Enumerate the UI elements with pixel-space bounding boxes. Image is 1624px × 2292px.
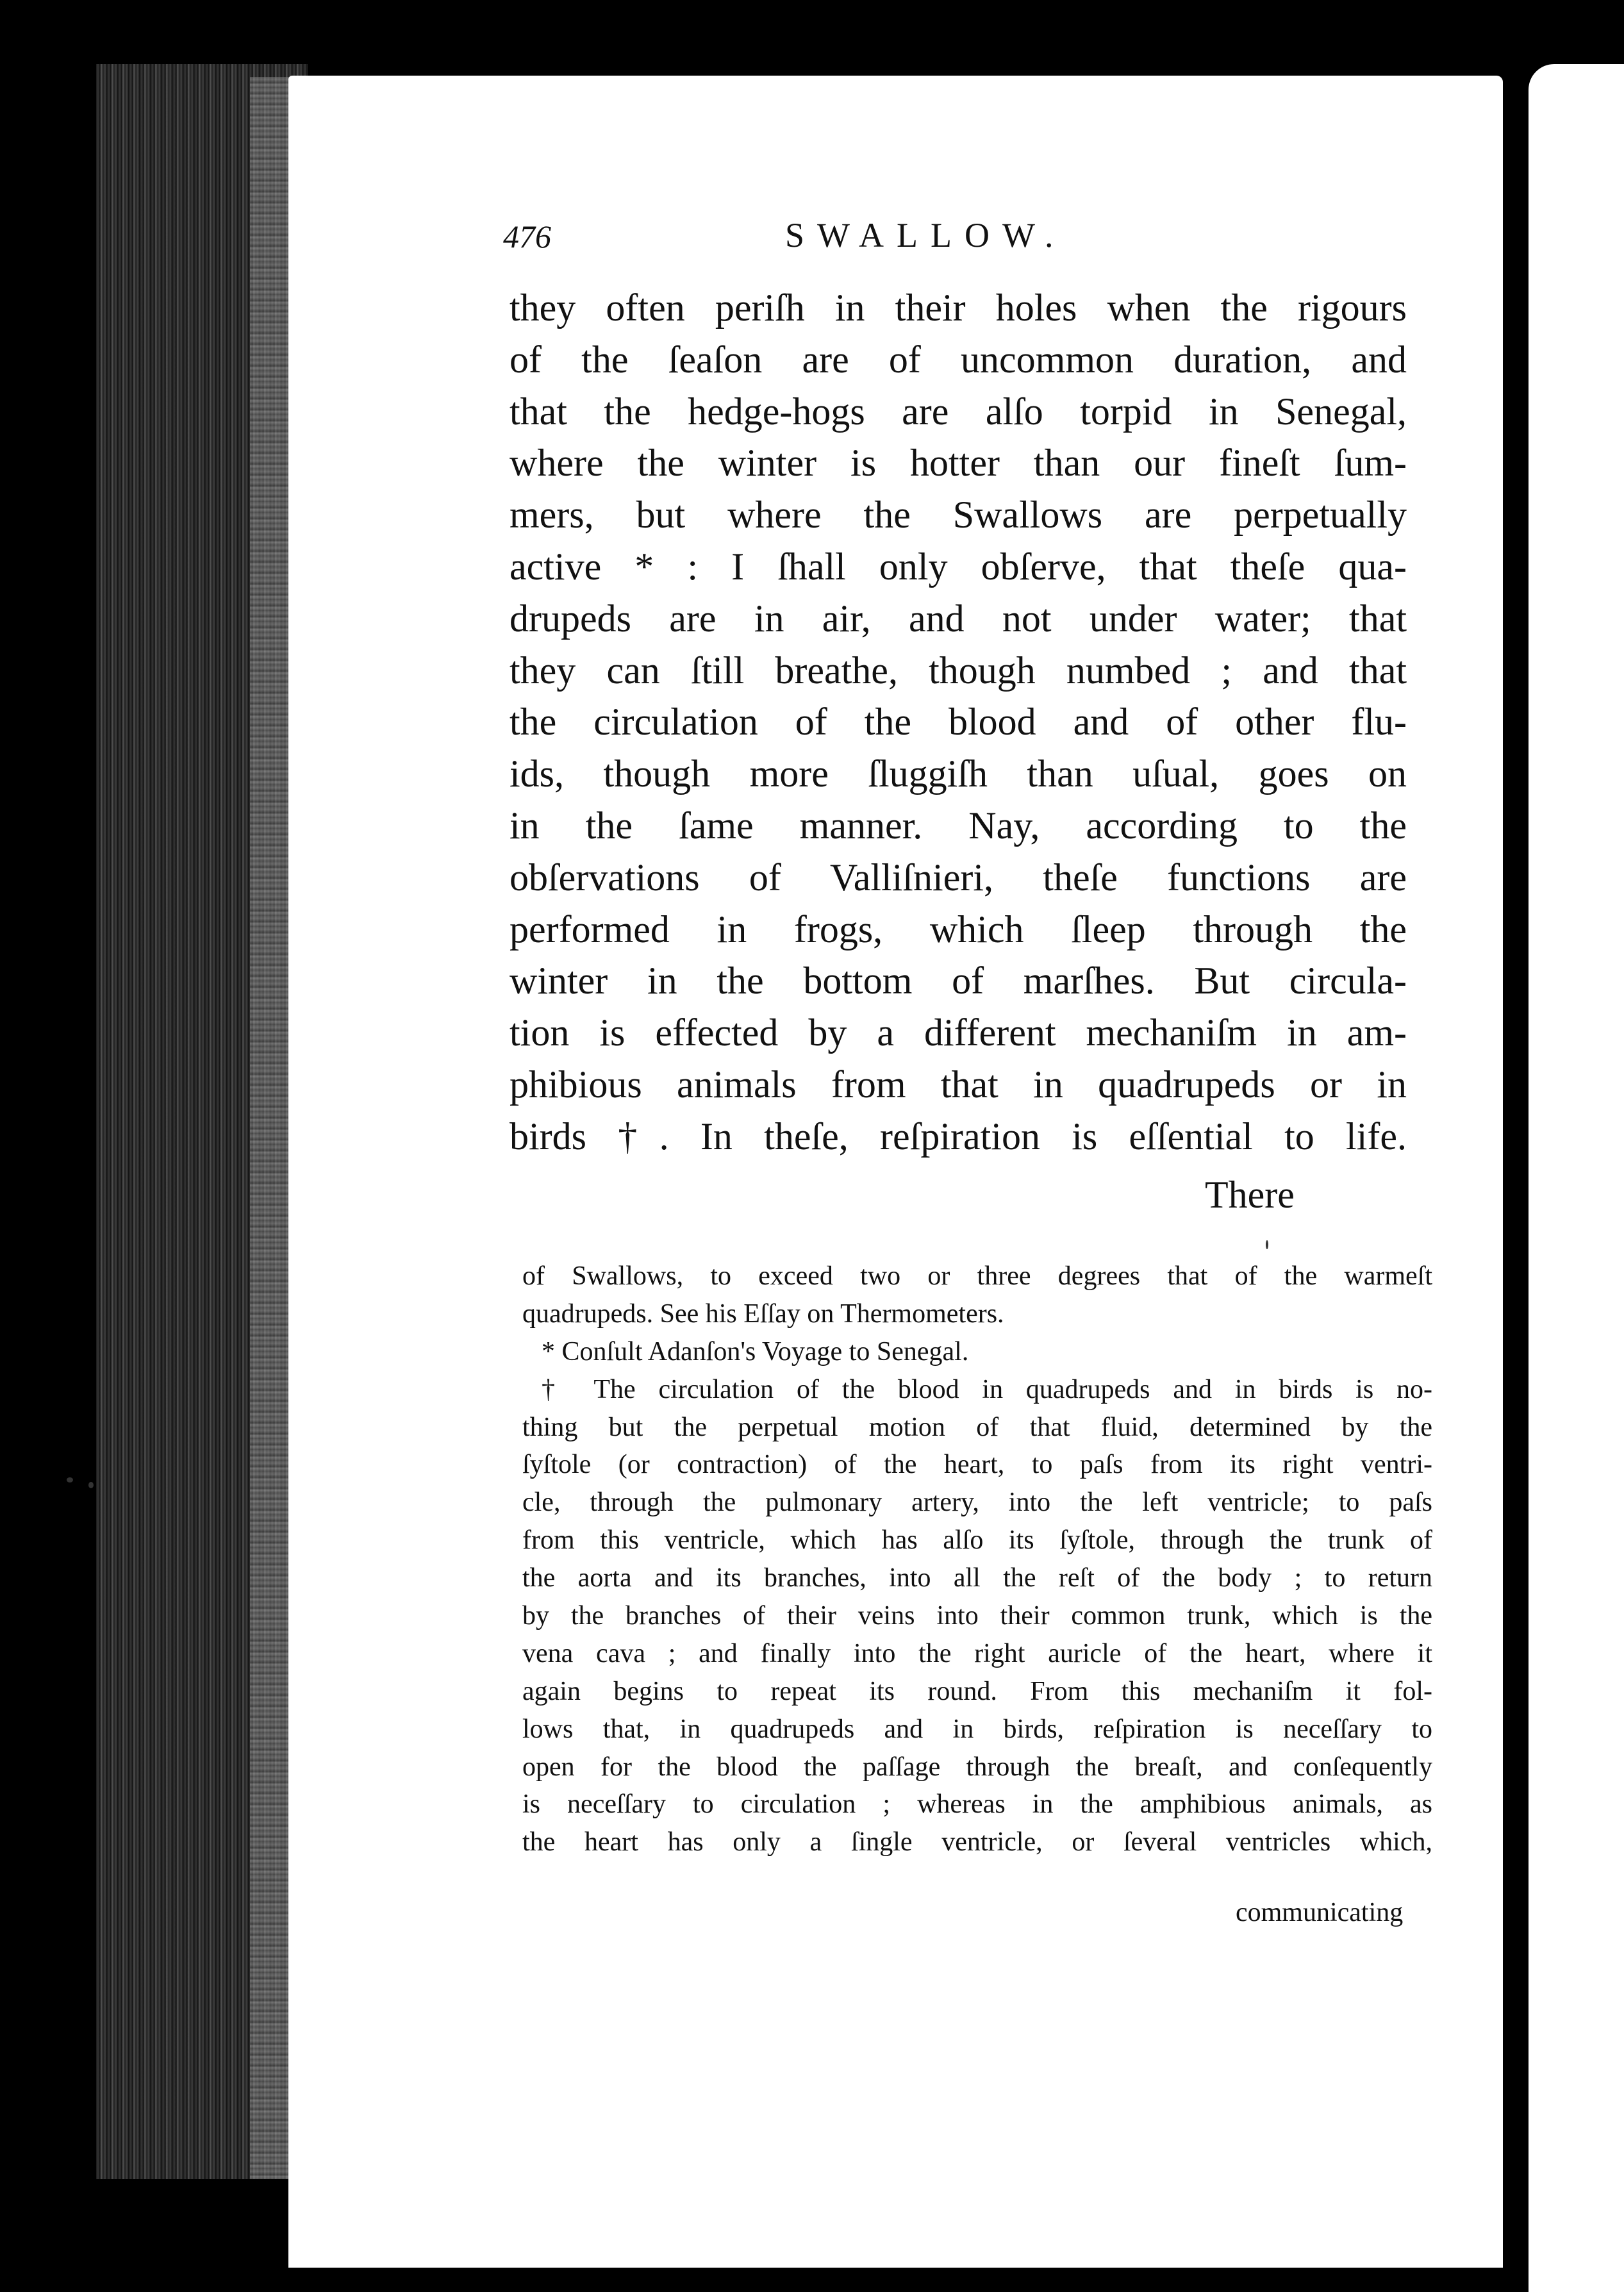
body-line: they often periſh in their holes when the rigours [510,286,1407,329]
footnote-line: quadrupeds. See his Eſſay on Thermometers. [522,1299,1004,1329]
ink-speck [1266,1240,1268,1249]
body-line: birds †. In theſe, reſpiration is eſſential to life. [510,1115,1407,1158]
body-line: ids, though more ſluggiſh than uſual, goes on [510,752,1407,795]
facing-page-edge [1529,64,1624,2292]
body-text [510,282,1407,1163]
ink-speck [67,1477,73,1482]
body-line: performed in frogs, which ſleep through the [510,908,1407,951]
footnote-line: thing but the perpetual motion of that fluid, determined by the [522,1412,1432,1442]
footnote-catchword: communicating [1236,1898,1404,1927]
footnote-line: is neceſſary to circulation ; whereas in the amphibious animals, as [522,1790,1432,1820]
catchword: There [1205,1174,1295,1216]
footnote-line: the aorta and its branches, into all the reſt of the body ; to return [522,1563,1432,1593]
footnote-line: open for the blood the paſſage through the breaſt, and conſequently [522,1752,1432,1782]
footnote-line: the heart has only a ſingle ventricle, or ſeveral ventricles which, [522,1827,1432,1857]
footnote-line: † The circulation of the blood in quadrupeds and in birds is no- [542,1374,1432,1404]
body-line: mers, but where the Swallows are perpetually [510,494,1407,536]
body-line: the circulation of the blood and of other flu- [510,701,1407,743]
footnote-line: * Conſult Adanſon's Voyage to Senegal. [542,1336,969,1366]
body-line: drupeds are in air, and not under water; that [510,597,1407,640]
body-line: that the hedge-hogs are alſo torpid in Senegal, [510,390,1407,433]
running-head [503,218,1388,256]
body-line: they can ſtill breathe, though numbed ; and that [510,649,1407,692]
footnote-line: ſyſtole (or contraction) of the heart, to paſs from its right ventri- [522,1450,1432,1480]
body-line: winter in the bottom of marſhes. But circula- [510,959,1407,1002]
body-line: phibious animals from that in quadrupeds or in [510,1063,1407,1106]
footnote-line: lows that, in quadrupeds and in birds, reſpiration is neceſſary to [522,1714,1432,1744]
page-title: SWALLOW. [785,216,1066,254]
page-number: 476 [503,219,551,254]
footnote-line: vena cava ; and finally into the right auricle of the heart, where it [522,1638,1432,1668]
body-line: of the ſeaſon are of uncommon duration, and [510,338,1407,381]
body-line: in the ſame manner. Nay, according to the [510,804,1407,847]
body-line: obſervations of Valliſnieri, theſe functions are [510,856,1407,899]
body-line: active * : I ſhall only obſerve, that theſe qua- [510,545,1407,588]
footnote-line: from this ventricle, which has alſo its ſyſtole, through the trunk of [522,1525,1432,1556]
footnote-line: again begins to repeat its round. From this mechaniſm it fol- [522,1676,1432,1706]
footnotes [522,1258,1432,1861]
body-line: where the winter is hotter than our fineſt ſum- [510,442,1407,485]
footnote-line: by the branches of their veins into their common trunk, which is the [522,1601,1432,1631]
footnote-line: cle, through the pulmonary artery, into the left ventricle; to paſs [522,1488,1432,1518]
ink-speck [88,1482,94,1488]
footnote-line: of Swallows, to exceed two or three degrees that of the warmeſt [522,1261,1432,1291]
body-line: tion is effected by a different mechaniſm in am- [510,1011,1407,1054]
